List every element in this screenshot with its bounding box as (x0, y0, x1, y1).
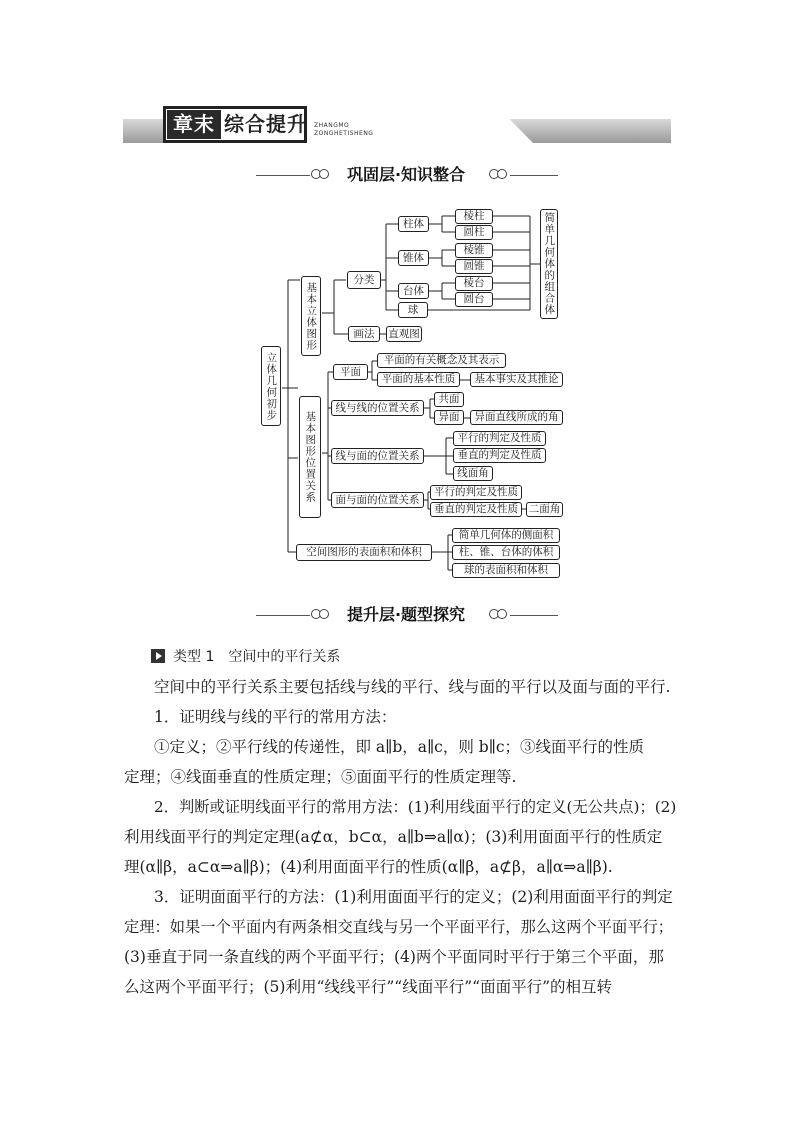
node-classify: 分类 (347, 271, 381, 289)
node-plane: 平面 (333, 364, 368, 380)
text-line: 空间中的平行关系主要包括线与线的平行、线与面的平行以及面与面的平行. (154, 678, 671, 696)
heading-rule (256, 615, 310, 616)
banner-main-label: 综合提升 (224, 112, 308, 136)
section-heading-2 (0, 604, 794, 626)
text-line: 1．证明线与线的平行的常用方法： (154, 708, 397, 726)
type-label: 类型 1 (173, 649, 215, 665)
banner-pinyin-line1: ZHANGMO (314, 122, 350, 129)
node-line-plane: 线与面的位置关系 (331, 448, 424, 464)
node-pyramid: 棱锥 (455, 243, 493, 258)
node-intuitive-drawing: 直观图 (386, 326, 422, 342)
node-lp-angle: 线面角 (453, 466, 493, 481)
node-basic-facts: 基本事实及其推论 (470, 372, 563, 387)
node-coplanar: 共面 (434, 392, 464, 407)
node-volumes: 柱、锥、台体的体积 (452, 545, 560, 560)
banner-pinyin-line2: ZONGHETISHENG (314, 130, 374, 137)
text-line: 2．判断或证明线面平行的常用方法：(1)利用线面平行的定义(无公共点)；(2) (154, 798, 677, 816)
node-line-line: 线与线的位置关系 (331, 400, 424, 416)
node-prism-frustum: 棱台 (455, 276, 493, 291)
node-lateral-area: 简单几何体的侧面积 (452, 528, 560, 543)
node-skew-angle: 异面直线所成的角 (470, 410, 563, 425)
node-plane-concepts: 平面的有关概念及其表示 (377, 353, 506, 368)
node-pp-parallel: 平行的判定及性质 (430, 485, 522, 500)
text-line: 利用线面平行的判定定理(a⊄α，b⊂α，a∥b⇒a∥α)；(3)利用面面平行的性质定 (124, 828, 663, 846)
body-text (124, 672, 676, 1002)
node-pp-perp: 垂直的判定及性质 (430, 502, 522, 517)
node-cone: 圆锥 (455, 259, 493, 274)
ornament-circle (319, 609, 329, 619)
section-title: 巩固层·知识整合 (346, 165, 466, 184)
node-sphere-sv: 球的表面积和体积 (452, 563, 560, 578)
node-surface-volume: 空间图形的表面积和体积 (296, 544, 432, 561)
node-sphere: 球 (398, 302, 428, 318)
node-plane-plane: 面与面的位置关系 (331, 492, 424, 508)
node-cone-frustum: 圆台 (455, 292, 493, 307)
node-frustum-group: 台体 (398, 283, 429, 299)
node-dihedral: 二面角 (526, 502, 563, 517)
type-heading (151, 647, 340, 667)
node-plane-properties: 平面的基本性质 (377, 372, 460, 387)
node-lp-perp: 垂直的判定及性质 (453, 448, 546, 463)
text-line: (3)垂直于同一条直线的两个平面平行；(4)两个平面同时平行于第三个平面，那 (124, 948, 664, 966)
node-skew: 异面 (434, 410, 464, 425)
node-drawing: 画法 (348, 326, 380, 342)
node-combination: 简单几何体的组合体 (540, 209, 558, 319)
heading-rule (510, 615, 558, 616)
section-title: 提升层·题型探究 (346, 605, 466, 624)
node-positions: 基本图形位置关系 (299, 396, 321, 518)
node-basic-solids: 基本立体图形 (301, 276, 321, 356)
node-pyramid-group: 锥体 (398, 250, 429, 266)
mindmap-root: 立体几何初步 (261, 346, 281, 426)
text-line: 理(α∥β，a⊂α⇒a∥β)；(4)利用面面平行的性质(α∥β，a⊄β，a∥α⇒a∥β). (124, 858, 613, 876)
node-cylinder: 圆柱 (455, 225, 493, 240)
ornament-circle (497, 609, 507, 619)
play-arrow-icon (151, 649, 165, 663)
node-prism: 棱柱 (455, 209, 493, 224)
text-line: ①定义；②平行线的传递性，即 a∥b，a∥c，则 b∥c；③线面平行的性质 (154, 738, 645, 756)
text-line: 定理；④线面垂直的性质定理；⑤面面平行的性质定理等. (124, 768, 517, 786)
text-line: 定理：如果一个平面内有两条相交直线与另一个平面平行，那么这两个平面平行； (124, 918, 673, 936)
type-title: 空间中的平行关系 (228, 649, 341, 665)
node-lp-parallel: 平行的判定及性质 (453, 431, 546, 446)
node-prism-group: 柱体 (398, 216, 429, 232)
text-line: 3．证明面面平行的方法：(1)利用面面平行的定义；(2)利用面面平行的判定 (154, 888, 673, 906)
text-line: 么这两个平面平行；(5)利用“线线平行”“线面平行”“面面平行”的相互转 (124, 978, 613, 996)
banner-dark-label: 章末 (167, 110, 221, 139)
